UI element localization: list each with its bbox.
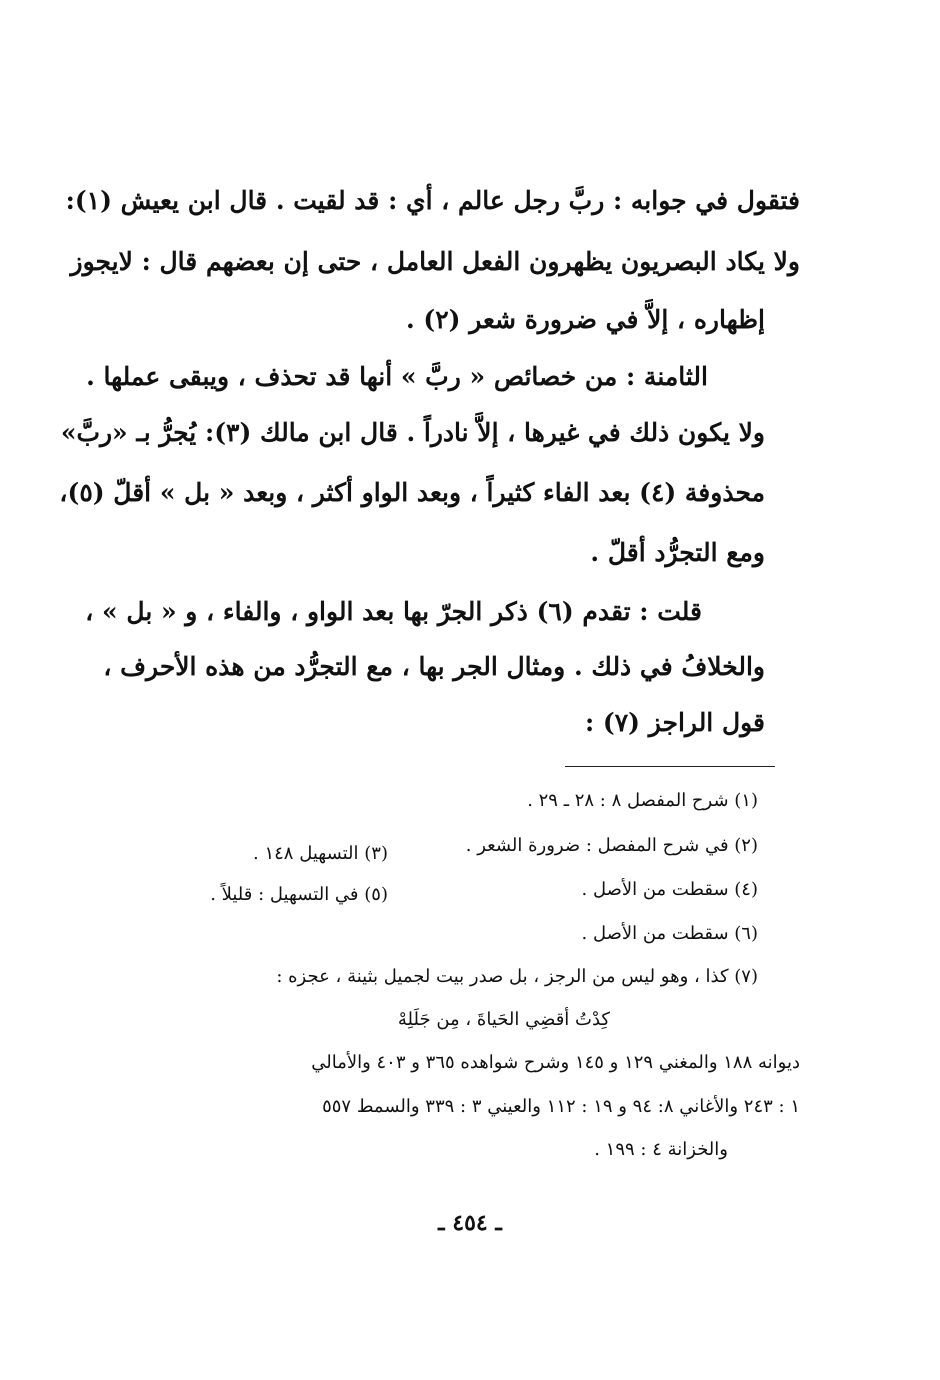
body-line-9: والخلافُ في ذلك . ومثال الجر بها ، مع التجرُّد من هذه الأحرف ، bbox=[103, 652, 765, 681]
body-line-6: محذوفة (٤) بعد الفاء كثيراً ، وبعد الواو أكثر ، وبعد « بل » أقلّ (٥)، bbox=[59, 478, 765, 507]
body-line-7: ومع التجرُّد أقلّ . bbox=[590, 538, 765, 567]
footnote-7-ref-3: والخزانة ٤ : ١٩٩ . bbox=[594, 1139, 728, 1160]
footnote-7-ref-1: ديوانه ١٨٨ والمغني ١٢٩ و ١٤٥ وشرح شواهده ٣٦٥ و ٤٠٣ والأمالي bbox=[311, 1052, 800, 1073]
body-line-5: ولا يكون ذلك في غيرها ، إلاَّ نادراً . قال ابن مالك (٣): يُجرُّ بـ «ربَّ» bbox=[60, 418, 765, 447]
footnote-3: (٣) التسهيل ١٤٨ . bbox=[253, 843, 388, 864]
page-number: ـ ٤٥٤ ـ bbox=[438, 1210, 502, 1236]
body-line-4: الثامنة : من خصائص « ربَّ » أنها قد تحذف ، ويبقى عملها . bbox=[86, 362, 708, 391]
footnote-7: (٧) كذا ، وهو ليس من الرجز ، بل صدر بيت لجميل بثينة ، عجزه : bbox=[276, 966, 758, 987]
body-line-8: قلت : تقدم (٦) ذكر الجرّ بها بعد الواو ، والفاء ، و « بل » ، bbox=[85, 597, 702, 626]
footnote-1: (١) شرح المفصل ٨ : ٢٨ ـ ٢٩ . bbox=[527, 790, 758, 811]
footnote-2: (٢) في شرح المفصل : ضرورة الشعر . bbox=[465, 835, 758, 856]
footnote-5: (٥) في التسهيل : قليلاً . bbox=[210, 884, 388, 905]
footnote-7-verse: كِدْتُ أقضِي الحَياةَ ، مِن جَلَلِهْ bbox=[397, 1009, 610, 1030]
footnote-7-ref-2: ١ : ٢٤٣ والأغاني ٨: ٩٤ و ١٩ : ١١٢ والعيني ٣ : ٣٣٩ والسمط ٥٥٧ bbox=[322, 1096, 800, 1117]
body-line-2: ولا يكاد البصريون يظهرون الفعل العامل ، حتى إن بعضهم قال : لايجوز bbox=[70, 247, 800, 276]
body-line-10: قول الراجز (٧) : bbox=[584, 708, 765, 737]
footnote-divider bbox=[565, 766, 775, 767]
footnote-6: (٦) سقطت من الأصل . bbox=[581, 923, 758, 944]
body-line-3: إظهاره ، إلاَّ في ضرورة شعر (٢) . bbox=[405, 305, 765, 334]
footnote-4: (٤) سقطت من الأصل . bbox=[581, 879, 758, 900]
body-line-1: فتقول في جوابه : ربَّ رجل عالم ، أي : قد لقيت . قال ابن يعيش (١): bbox=[65, 186, 800, 215]
